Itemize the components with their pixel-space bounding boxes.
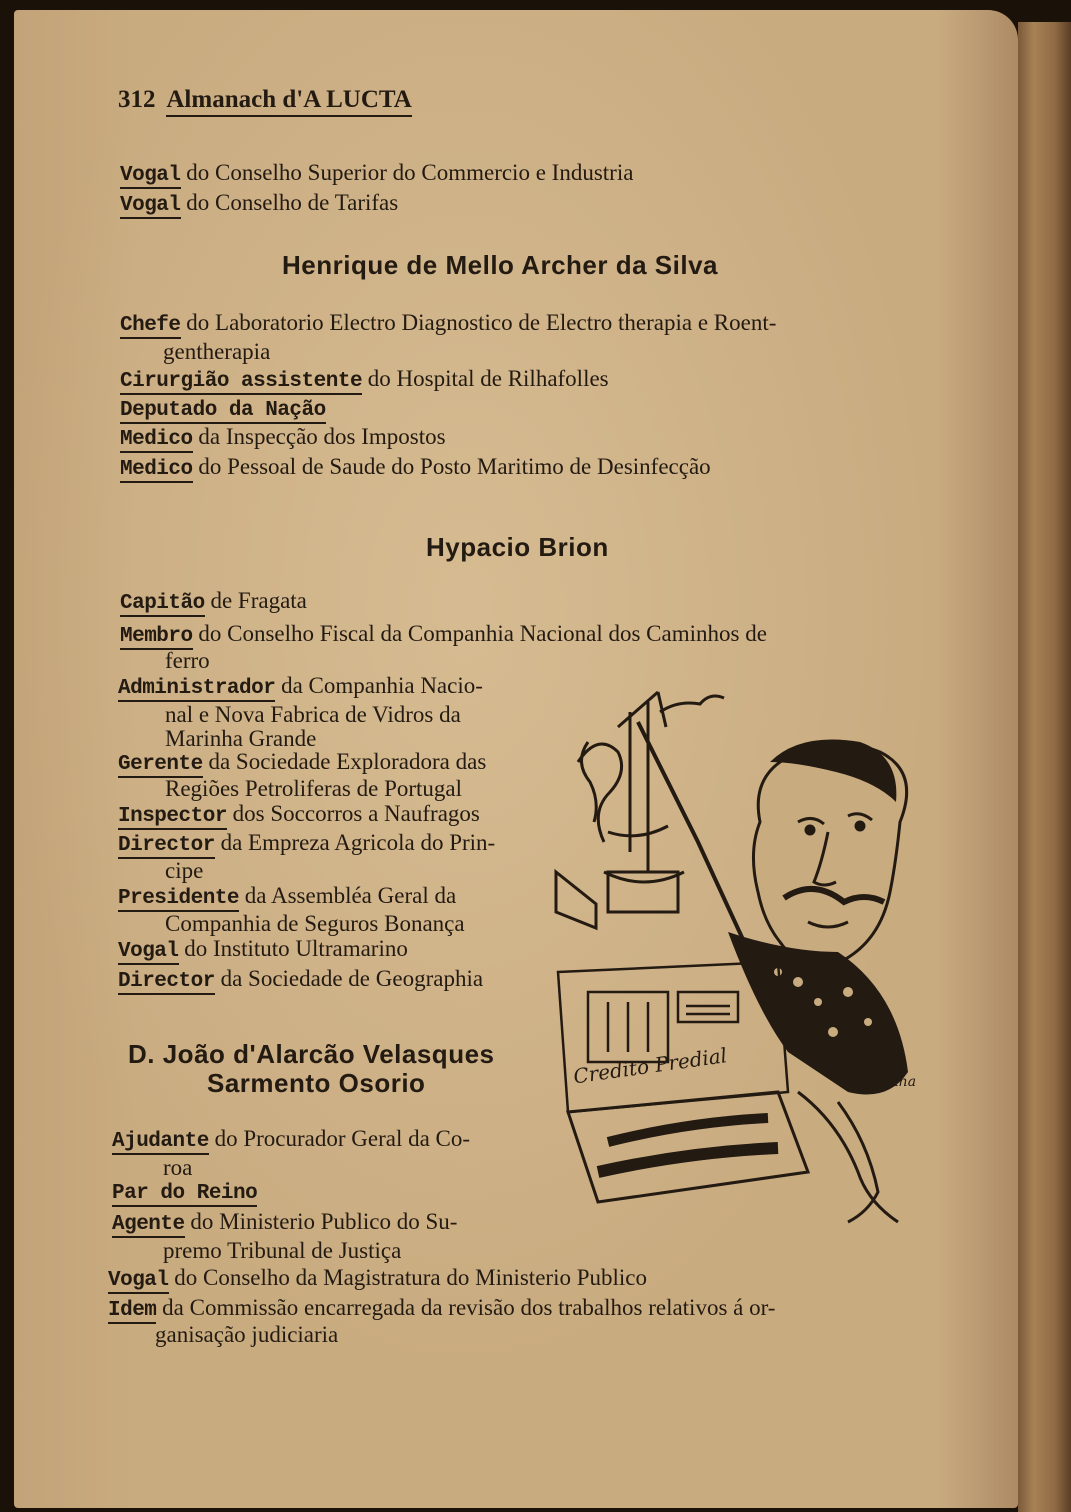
entry-text: do Conselho da Magistratura do Ministerio Publico [174,1265,647,1290]
entry-title: Ajudante [112,1130,209,1153]
list-item [112,1178,257,1207]
entry-text: do Conselho de Tarifas [186,190,399,215]
entry-title: Membro [120,625,193,648]
entry-text: da Sociedade Exploradora das [208,749,487,774]
list-item [120,424,446,453]
entry-continuation: roa [163,1155,193,1180]
entry-title: Capitão [120,592,205,615]
entry-title: Medico [120,428,193,451]
entry-text: do Conselho Superior do Commercio e Industria [186,160,634,185]
entry-title: Vogal [120,164,181,187]
entry-continuation: ferro [165,648,210,673]
entry-title: Agente [112,1213,185,1236]
list-item [120,395,326,424]
entry-continuation: Marinha Grande [165,726,317,751]
entry-continuation: nal e Nova Fabrica de Vidros da [165,702,461,727]
entry-continuation: premo Tribunal de Justiça [163,1238,402,1263]
entry-title: Director [118,970,215,993]
entry-text: da Assembléa Geral da [244,883,457,908]
entry-continuation: Companhia de Seguros Bonança [165,911,465,936]
list-item [120,160,633,189]
entry-title: Par do Reino [112,1182,258,1205]
artist-signature: Cunha [870,1074,917,1090]
list-item [112,1126,470,1155]
section-heading: Hypacio Brion [426,532,609,562]
list-item [120,190,398,219]
list-item [118,883,456,912]
list-item [120,366,609,395]
entry-text: do Instituto Ultramarino [184,936,408,961]
entry-title: Administrador [118,677,276,700]
entry-title: Vogal [118,940,179,963]
list-item [108,1295,775,1324]
entry-text: do Pessoal de Saude do Posto Maritimo de Desinfecção [198,454,711,479]
section-heading: D. João d'Alarcão Velasques [128,1039,495,1069]
entry-text: do Laboratorio Electro Diagnostico de Electro therapia e Roent- [186,310,777,335]
list-item [118,749,486,778]
entry-title: Gerente [118,753,203,776]
list-item [118,801,480,830]
entry-title: Cirurgião assistente [120,370,363,393]
entry-text: da Inspecção dos Impostos [198,424,446,449]
entry-text: do Ministerio Publico do Su- [190,1209,458,1234]
book-spine [1018,22,1071,1512]
entry-text: de Fragata [210,588,307,613]
list-item [120,454,711,483]
entry-text: da Companhia Nacio- [281,673,483,698]
entry-title: Idem [108,1299,157,1322]
entry-text: do Procurador Geral da Co- [214,1126,471,1151]
entry-title: Deputado da Nação [120,399,326,422]
list-item [108,1265,647,1294]
entry-title: Presidente [118,887,240,910]
entry-title: Inspector [118,805,227,828]
entry-title: Vogal [108,1269,169,1292]
running-title: Almanach d'A LUCTA [166,86,411,117]
list-item [120,588,307,617]
entry-continuation: cipe [165,858,204,883]
section-heading-line2: Sarmento Osorio [207,1068,426,1098]
entry-title: Chefe [120,314,181,337]
entry-text: da Empreza Agricola do Prin- [220,830,496,855]
section-heading: Henrique de Mello Archer da Silva [282,250,718,280]
list-item [120,310,776,339]
caricature-illustration [548,672,928,1260]
list-item [112,1209,457,1238]
list-item [118,966,483,995]
entry-title: Director [118,834,215,857]
entry-title: Medico [120,458,193,481]
list-item [118,830,495,859]
entry-text: dos Soccorros a Naufragos [232,801,480,826]
list-item [120,621,767,650]
entry-text: da Sociedade de Geographia [220,966,484,991]
entry-text: do Hospital de Rilhafolles [367,366,609,391]
page-number: 312 [118,86,156,113]
entry-continuation: gentherapia [163,339,271,364]
entry-text: da Commissão encarregada da revisão dos trabalhos relativos á or- [162,1295,776,1320]
entry-text: do Conselho Fiscal da Companhia Nacional dos Caminhos de [198,621,767,646]
sign-text: Credito Predial [571,1043,729,1089]
list-item [118,936,408,965]
page-header [118,86,412,114]
list-item [118,673,483,702]
entry-title: Vogal [120,194,181,217]
entry-continuation: Regiões Petroliferas de Portugal [165,776,463,801]
entry-continuation: ganisação judiciaria [155,1322,339,1347]
